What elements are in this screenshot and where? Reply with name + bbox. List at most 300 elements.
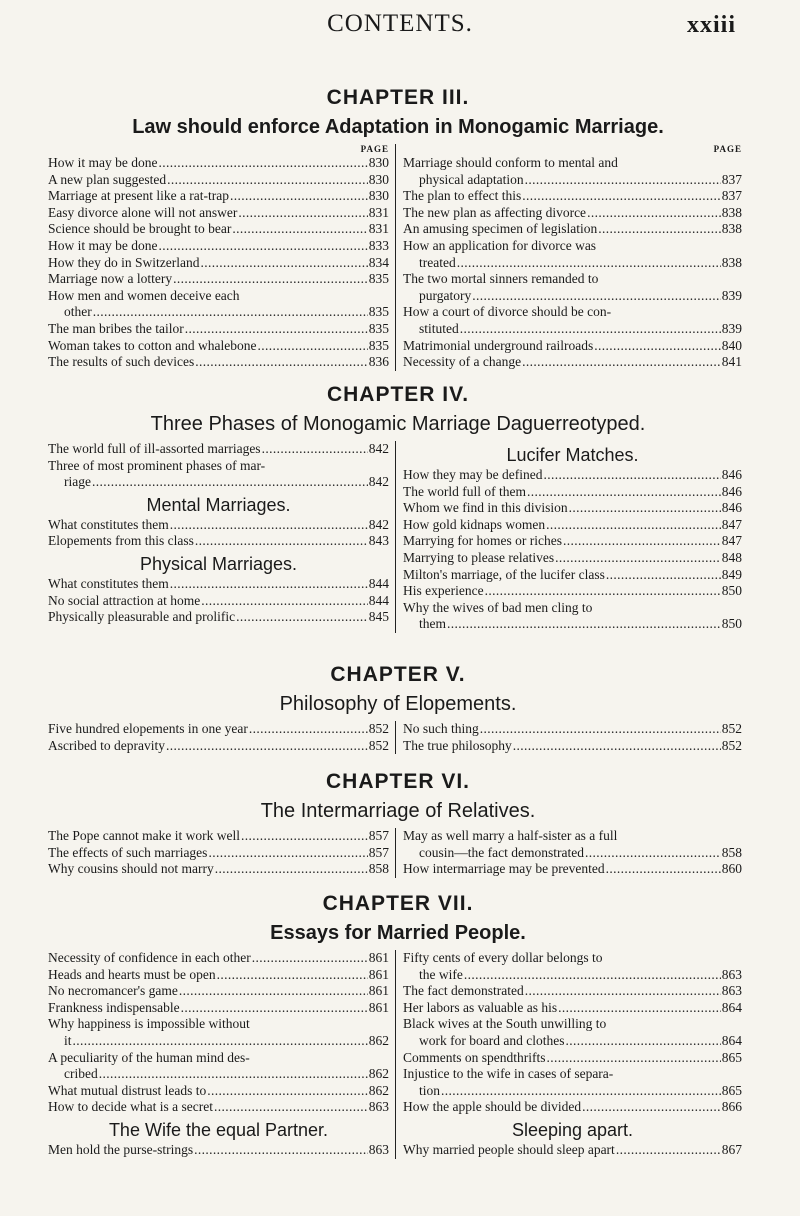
toc-entry-text: work for board and clothes (419, 1032, 565, 1048)
toc-entry-line (48, 205, 389, 222)
toc-entry-line (48, 721, 389, 738)
toc-entry-text: stituted (419, 320, 459, 336)
toc-entry-line (48, 950, 389, 967)
toc-entry-line (48, 983, 389, 1000)
leader-dots (252, 950, 368, 967)
leader-dots (565, 1033, 720, 1050)
toc-entry (403, 1050, 742, 1067)
toc-column-left (48, 144, 395, 371)
toc-page-number: 863 (368, 1099, 389, 1115)
leader-dots (166, 738, 368, 755)
leader-dots (158, 238, 367, 255)
toc-entry-line (48, 1000, 389, 1017)
toc-entry-line (403, 517, 742, 534)
toc-page-number: 830 (368, 188, 389, 204)
leader-dots (173, 271, 368, 288)
chapter-label: CHAPTER V. (330, 663, 466, 686)
chapter-4 (48, 381, 748, 633)
leader-dots (569, 500, 721, 517)
leader-dots (558, 1000, 721, 1017)
toc-entry-text: How it may be done (48, 155, 158, 170)
toc-entry (48, 221, 389, 238)
toc-entry-text: Marriage now a lottery (48, 271, 173, 287)
toc-entry-line (48, 354, 389, 371)
leader-dots (460, 321, 721, 338)
toc-entry-line (48, 845, 389, 862)
leader-dots (563, 533, 721, 550)
leader-dots (441, 1083, 721, 1100)
toc-entry-line (48, 458, 389, 475)
toc-entry (48, 1050, 389, 1083)
toc-entry-text: Necessity of a change (403, 354, 522, 370)
toc-entry-line (48, 517, 389, 534)
toc-page-number: 857 (368, 844, 389, 860)
leader-dots (598, 221, 721, 238)
toc-entry (48, 1083, 389, 1100)
toc-entry (403, 467, 742, 484)
toc-page-number: 858 (368, 861, 389, 877)
toc-entry-text: The plan to effect this (403, 188, 522, 204)
toc-entry-line (403, 1000, 742, 1017)
toc-entry-line (403, 221, 742, 238)
leader-dots (525, 983, 721, 1000)
toc-entry (403, 1099, 742, 1116)
toc-entry-text: Ascribed to depravity (48, 737, 165, 753)
toc-page-number: 852 (368, 737, 389, 753)
toc-page-number: 839 (721, 320, 742, 336)
toc-entry-line (48, 738, 389, 755)
toc-entry-line (48, 271, 389, 288)
toc-entry-line (48, 288, 389, 305)
page-column-label: PAGE (713, 144, 742, 154)
toc-entry-line (403, 983, 742, 1000)
toc-column-right (395, 441, 742, 633)
toc-entry-text: The effects of such marriages (48, 844, 208, 860)
toc-entry-line (403, 1033, 742, 1050)
toc-entry-line (403, 238, 742, 255)
leader-dots (230, 188, 368, 205)
page-number: xxiii (686, 12, 736, 38)
toc-page-number: 835 (368, 320, 389, 336)
toc-entry (48, 845, 389, 862)
leader-dots (241, 828, 368, 845)
toc-entry (403, 983, 742, 1000)
chapter-title: Essays for Married People. (270, 922, 526, 944)
leader-dots (195, 354, 368, 371)
toc-entry-line (48, 533, 389, 550)
toc-entry (403, 155, 742, 188)
leader-dots (232, 221, 367, 238)
toc-entry-line (403, 354, 742, 371)
toc-entry (403, 500, 742, 517)
toc-entry-text: The results of such devices (48, 354, 195, 370)
toc-entry-line (403, 1083, 742, 1100)
toc-entry-text: Easy divorce alone will not answer (48, 204, 238, 220)
toc-page-number: 834 (368, 254, 389, 270)
leader-dots (167, 172, 368, 189)
toc-page-number: 830 (368, 155, 389, 170)
leader-dots (158, 155, 367, 172)
toc-entry-text: What constitutes them (48, 516, 169, 532)
toc-column-right (395, 950, 742, 1159)
toc-entry (48, 441, 389, 458)
leader-dots (195, 533, 368, 550)
toc-entry-text: treated (419, 254, 456, 270)
section-subheading: Sleeping apart. (511, 1119, 634, 1140)
toc-entry (403, 338, 742, 355)
leader-dots (606, 567, 721, 584)
toc-page-number: 835 (368, 337, 389, 353)
toc-entry (48, 576, 389, 593)
toc-page-number: 842 (368, 474, 389, 490)
toc-entry-text: The world full of them (403, 483, 526, 499)
running-head (0, 4, 800, 52)
toc-entry-text: riage (64, 474, 91, 490)
toc-page-number: 835 (368, 271, 389, 287)
toc-entry-line (48, 967, 389, 984)
leader-dots (522, 188, 721, 205)
toc-entry-text: Heads and hearts must be open (48, 966, 216, 982)
leader-dots (99, 1066, 368, 1083)
toc-entry (48, 458, 389, 491)
section-subheading: Lucifer Matches. (506, 445, 639, 465)
toc-column-right (395, 721, 742, 754)
toc-entry (403, 583, 742, 600)
toc-entry-text: How it may be done (48, 237, 158, 253)
toc-column-left (48, 441, 395, 633)
toc-page-number: 861 (368, 999, 389, 1015)
toc-entry-line (48, 172, 389, 189)
toc-entry (48, 188, 389, 205)
chapter-label: CHAPTER IV. (326, 383, 470, 406)
toc-page-number: 852 (368, 721, 389, 736)
leader-dots (194, 1142, 368, 1159)
leader-dots (522, 354, 721, 371)
toc-page-number: 862 (368, 1032, 389, 1048)
toc-page-number: 849 (721, 566, 742, 582)
toc-entry (48, 255, 389, 272)
toc-entry-line (403, 567, 742, 584)
toc-entry-text: Comments on spendthrifts (403, 1049, 546, 1065)
chapter-label: CHAPTER VI. (325, 770, 470, 793)
toc-entry-text: His experience (403, 583, 484, 599)
toc-entry (48, 721, 389, 738)
toc-entry-text: Whom we find in this division (403, 500, 568, 516)
toc-page-number: 864 (721, 1032, 742, 1048)
toc-entry-text: Her labors as valuable as his (403, 999, 558, 1015)
toc-entry-text: The fact demonstrated (403, 983, 524, 999)
toc-entry-line (403, 271, 742, 288)
toc-entry-line (403, 205, 742, 222)
chapter-title: The Intermarriage of Relatives. (260, 800, 536, 822)
leader-dots (543, 467, 720, 484)
toc-entry-text: Marrying for homes or riches (403, 533, 562, 549)
leader-dots (208, 845, 367, 862)
chapter-title: Three Phases of Monogamic Marriage Daguerreotyped. (150, 413, 646, 435)
toc-entry (48, 1000, 389, 1017)
toc-entry-line (403, 600, 742, 617)
toc-page-number: 858 (721, 844, 742, 860)
toc-page-number: 837 (721, 188, 742, 204)
leader-dots (181, 1000, 368, 1017)
toc-entry-text: How they may be defined (403, 467, 543, 482)
running-title: CONTENTS. (327, 10, 473, 37)
toc-entry-text: physical adaptation (419, 171, 524, 187)
leader-dots (214, 1099, 368, 1116)
toc-entry-text: A new plan suggested (48, 171, 167, 187)
leader-dots (215, 861, 368, 878)
toc-entry (48, 517, 389, 534)
leader-dots (179, 983, 368, 1000)
toc-page-number: 831 (368, 204, 389, 220)
leader-dots (238, 205, 367, 222)
toc-entry (403, 271, 742, 304)
leader-dots (472, 288, 721, 305)
leader-dots (585, 845, 721, 862)
toc-entry-line (403, 155, 742, 172)
toc-entry-line (403, 500, 742, 517)
leader-dots (93, 304, 368, 321)
toc-entry-text: them (419, 616, 446, 632)
leader-dots (200, 255, 367, 272)
toc-entry-text: No necromancer's game (48, 983, 178, 999)
leader-dots (217, 967, 368, 984)
toc-entry (48, 533, 389, 550)
toc-page-number: 846 (721, 467, 742, 482)
toc-entry (403, 354, 742, 371)
toc-entry-text: The two mortal sinners remanded to (403, 271, 599, 287)
toc-entry-text: A peculiarity of the human mind des- (48, 1049, 250, 1065)
toc-page-number: 865 (721, 1049, 742, 1065)
chapter-title: Law should enforce Adaptation in Monogamic Marriage. (132, 116, 664, 138)
leader-dots (606, 861, 721, 878)
toc-entry-text: The new plan as affecting divorce (403, 204, 587, 220)
toc-entry-text: Necessity of confidence in each other (48, 950, 251, 965)
chapter-title: Philosophy of Elopements. (279, 693, 517, 715)
toc-entry (403, 600, 742, 633)
toc-entry-text: Five hundred elopements in one year (48, 721, 248, 736)
chapter-5 (48, 661, 748, 754)
toc-entry-line (403, 845, 742, 862)
chapter-6 (48, 768, 748, 878)
toc-entry-text: Physically pleasurable and prolific (48, 609, 236, 625)
toc-column-right (395, 828, 742, 878)
toc-page-number: 838 (721, 254, 742, 270)
toc-entry-text: tion (419, 1082, 441, 1098)
chapter-3 (48, 84, 748, 371)
toc-entry-text: What mutual distrust leads to (48, 1082, 207, 1098)
toc-entry-text: Why happiness is impossible without (48, 1016, 250, 1032)
toc-column-right (395, 144, 742, 371)
toc-entry-line (48, 1099, 389, 1116)
toc-page-number: 866 (721, 1099, 742, 1115)
toc-entry-text: it (64, 1032, 72, 1048)
toc-entry (403, 205, 742, 222)
leader-dots (249, 721, 368, 738)
toc-page-number: 863 (721, 966, 742, 982)
toc-entry-text: Science should be brought to bear (48, 221, 232, 237)
toc-page-number: 847 (721, 516, 742, 532)
toc-entry (403, 188, 742, 205)
toc-entry-line (403, 304, 742, 321)
toc-page-number: 838 (721, 221, 742, 237)
toc-entry-text: How a court of divorce should be con- (403, 304, 612, 320)
toc-entry-line (48, 1142, 389, 1159)
toc-entry-line (403, 321, 742, 338)
leader-dots (170, 517, 368, 534)
toc-entry-line (403, 1099, 742, 1116)
toc-page-number: 846 (721, 500, 742, 516)
toc-entry-text: Three of most prominent phases of mar- (48, 457, 266, 473)
toc-entry-text: The man bribes the tailor (48, 320, 184, 336)
toc-entry-line (48, 238, 389, 255)
toc-entry-text: The true philosophy (403, 737, 512, 753)
toc-entry (48, 983, 389, 1000)
toc-entry (48, 1142, 389, 1159)
toc-page-number: 861 (368, 950, 389, 965)
toc-entry-text: Why cousins should not marry (48, 861, 214, 877)
toc-entry (48, 271, 389, 288)
toc-entry (48, 321, 389, 338)
toc-page-number: 864 (721, 999, 742, 1015)
toc-entry-line (403, 467, 742, 484)
toc-entry-line (48, 1050, 389, 1067)
toc-page-number: 836 (368, 354, 389, 370)
toc-entry-text: Marrying to please relatives (403, 549, 555, 565)
toc-page-number: 867 (721, 1141, 742, 1157)
toc-entry-text: The Pope cannot make it work well (48, 828, 240, 843)
toc-entry-line (403, 484, 742, 501)
toc-entry (403, 533, 742, 550)
toc-entry (48, 155, 389, 172)
toc-page-number: 839 (721, 287, 742, 303)
toc-entry-line (403, 1050, 742, 1067)
toc-page-number: 842 (368, 516, 389, 532)
toc-page-number: 850 (721, 616, 742, 632)
chapter-7 (48, 890, 748, 1159)
toc-entry-text: Marriage should conform to mental and (403, 155, 618, 170)
toc-entry (48, 288, 389, 321)
toc-entry-text: Elopements from this class (48, 533, 194, 549)
toc-page-number: 831 (368, 221, 389, 237)
toc-entry (48, 950, 389, 967)
toc-page-number: 861 (368, 983, 389, 999)
toc-entry-text: cousin—the fact demonstrated (419, 844, 584, 860)
toc-entry-line (48, 304, 389, 321)
toc-entry-line (403, 188, 742, 205)
toc-entry-text: The world full of ill-assorted marriages (48, 441, 261, 456)
toc-entry-text: Woman takes to cotton and whalebone (48, 337, 257, 353)
toc-entry (403, 517, 742, 534)
toc-page-number: 862 (368, 1066, 389, 1082)
toc-entry-line (403, 338, 742, 355)
toc-page-number: 861 (368, 966, 389, 982)
chapter-label: CHAPTER VII. (322, 892, 474, 915)
toc-page-number: 850 (721, 583, 742, 599)
toc-entry (403, 861, 742, 878)
leader-dots (616, 1142, 721, 1159)
toc-page-number: 844 (368, 592, 389, 608)
toc-entry-line (403, 255, 742, 272)
toc-entry-line (403, 288, 742, 305)
toc-entry-line (48, 576, 389, 593)
toc-entry-text: Why the wives of bad men cling to (403, 599, 593, 615)
page-column-label: PAGE (360, 144, 389, 154)
toc-entry-text: Marriage at present like a rat-trap (48, 188, 230, 204)
toc-page-number: 847 (721, 533, 742, 549)
toc-page-number: 845 (368, 609, 389, 625)
toc-entry-line (403, 1142, 742, 1159)
toc-entry-line (48, 861, 389, 878)
toc-column-left (48, 950, 395, 1159)
toc-entry-line (48, 828, 389, 845)
toc-entry (48, 593, 389, 610)
toc-entry-text: May as well marry a half-sister as a full (403, 828, 618, 843)
leader-dots (587, 205, 721, 222)
toc-entry-line (48, 609, 389, 626)
section-subheading: Mental Marriages. (146, 494, 291, 515)
toc-page-number: 860 (721, 861, 742, 877)
leader-dots (447, 616, 721, 633)
toc-page-number: 863 (721, 983, 742, 999)
toc-entry-text: No social attraction at home (48, 592, 201, 608)
toc-entry (48, 238, 389, 255)
toc-entry-line (48, 221, 389, 238)
toc-entry-text: Injustice to the wife in cases of separa- (403, 1066, 614, 1082)
toc-entry (403, 1066, 742, 1099)
toc-entry-line (48, 1083, 389, 1100)
leader-dots (525, 172, 721, 189)
toc-entry-line (403, 172, 742, 189)
toc-entry-text: the wife (419, 966, 463, 982)
leader-dots (201, 593, 368, 610)
chapter-label: CHAPTER III. (326, 86, 470, 109)
toc-entry-line (403, 738, 742, 755)
toc-entry-text: Why married people should sleep apart (403, 1141, 615, 1157)
toc-entry (403, 550, 742, 567)
leader-dots (464, 967, 721, 984)
toc-entry-line (403, 950, 742, 967)
toc-entry (403, 1016, 742, 1049)
toc-entry (403, 721, 742, 738)
leader-dots (513, 738, 721, 755)
toc-page-number: 857 (368, 828, 389, 843)
toc-page-number: 840 (721, 337, 742, 353)
toc-entry (48, 1016, 389, 1049)
toc-column-left (48, 721, 395, 754)
toc-entry-text: How intermarriage may be prevented (403, 861, 605, 877)
toc-page-number: 843 (368, 533, 389, 549)
toc-entry-line (48, 188, 389, 205)
toc-entry (48, 861, 389, 878)
toc-page-number: 833 (368, 237, 389, 253)
toc-page-number: 848 (721, 549, 742, 565)
toc-entry-text: Fifty cents of every dollar belongs to (403, 950, 603, 965)
toc-entry (48, 828, 389, 845)
leader-dots (236, 609, 368, 626)
leader-dots (594, 338, 721, 355)
toc-entry (48, 967, 389, 984)
leader-dots (457, 255, 721, 272)
toc-page-number: 852 (721, 737, 742, 753)
toc-entry-line (403, 1066, 742, 1083)
toc-entry-text: How men and women deceive each (48, 287, 240, 303)
toc-entry-text: Black wives at the South unwilling to (403, 1016, 607, 1032)
toc-entry (403, 567, 742, 584)
leader-dots (485, 583, 721, 600)
toc-entry (48, 1099, 389, 1116)
toc-entry-line (48, 155, 389, 172)
